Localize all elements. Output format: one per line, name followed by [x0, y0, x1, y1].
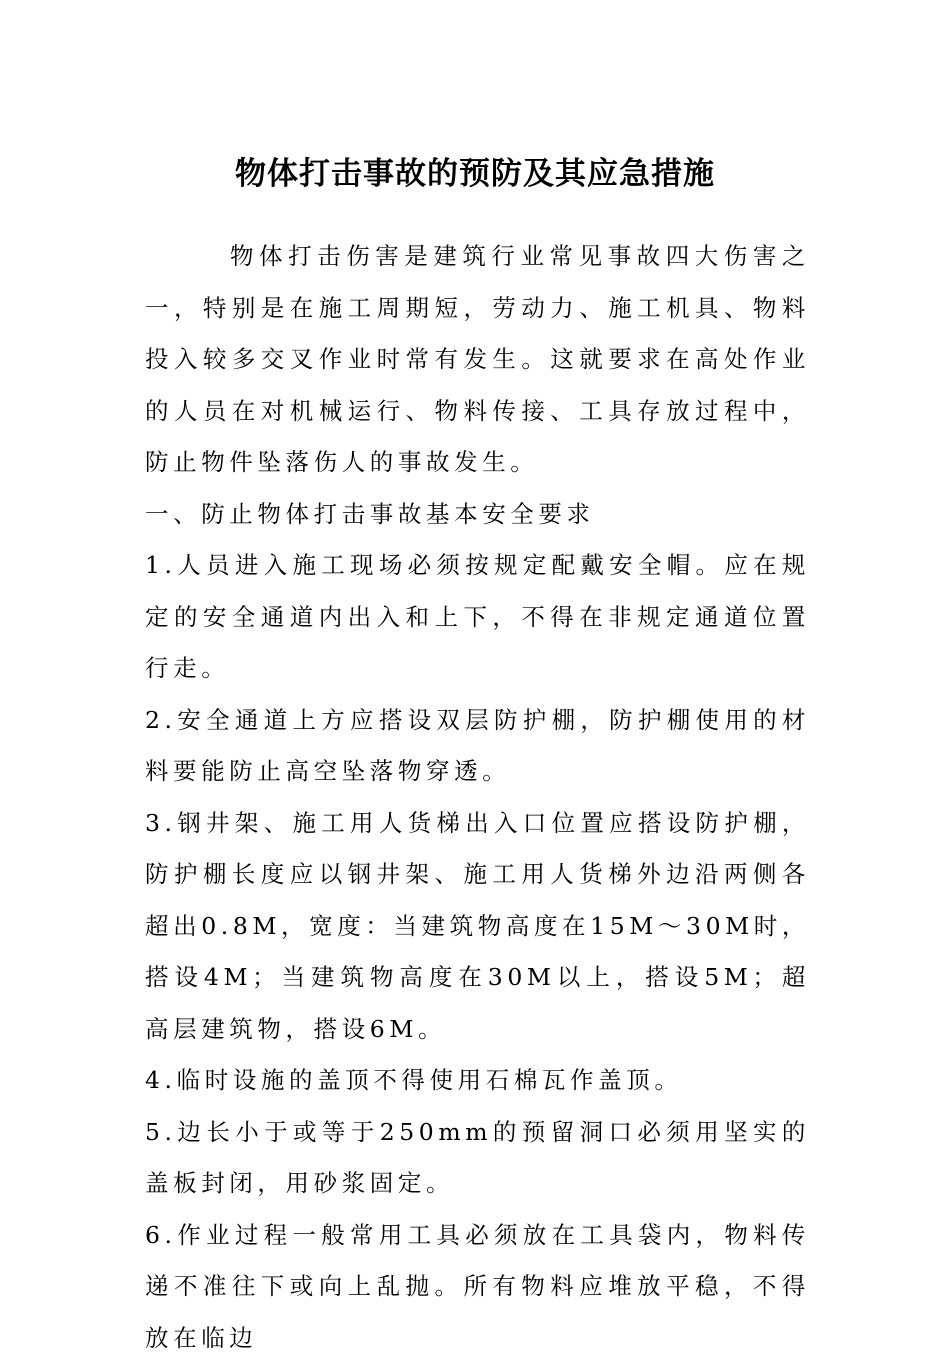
- intro-paragraph: 物体打击伤害是建筑行业常见事故四大伤害之一，特别是在施工周期短，劳动力、施工机具、物料投入较多交叉作业时常有发生。这就要求在高处作业的人员在对机械运行、物料传接、工具存放过程中，防止物件坠落伤人的事故发生。: [145, 231, 810, 489]
- document-body: [145, 231, 810, 1364]
- document-title: 物体打击事故的预防及其应急措施: [0, 149, 950, 199]
- list-item: 5.边长小于或等于250mm的预留洞口必须用坚实的盖板封闭，用砂浆固定。: [145, 1107, 810, 1210]
- list-item: 6.作业过程一般常用工具必须放在工具袋内，物料传递不准往下或向上乱抛。所有物料应堆放平稳，不得放在临边: [145, 1210, 810, 1364]
- list-item: 2.安全通道上方应搭设双层防护棚，防护棚使用的材料要能防止高空坠落物穿透。: [145, 695, 810, 798]
- section-heading: 一、防止物体打击事故基本安全要求: [145, 489, 810, 541]
- list-item: 1.人员进入施工现场必须按规定配戴安全帽。应在规定的安全通道内出入和上下，不得在非规定通道位置行走。: [145, 540, 810, 695]
- list-item: 4.临时设施的盖顶不得使用石棉瓦作盖顶。: [145, 1055, 810, 1107]
- list-item: 3.钢井架、施工用人货梯出入口位置应搭设防护棚，防护棚长度应以钢井架、施工用人货梯外边沿两侧各超出0.8M，宽度：当建筑物高度在15M～30M时，搭设4M；当建筑物高度在30M以上，搭设5M；超高层建筑物，搭设6M。: [145, 798, 810, 1056]
